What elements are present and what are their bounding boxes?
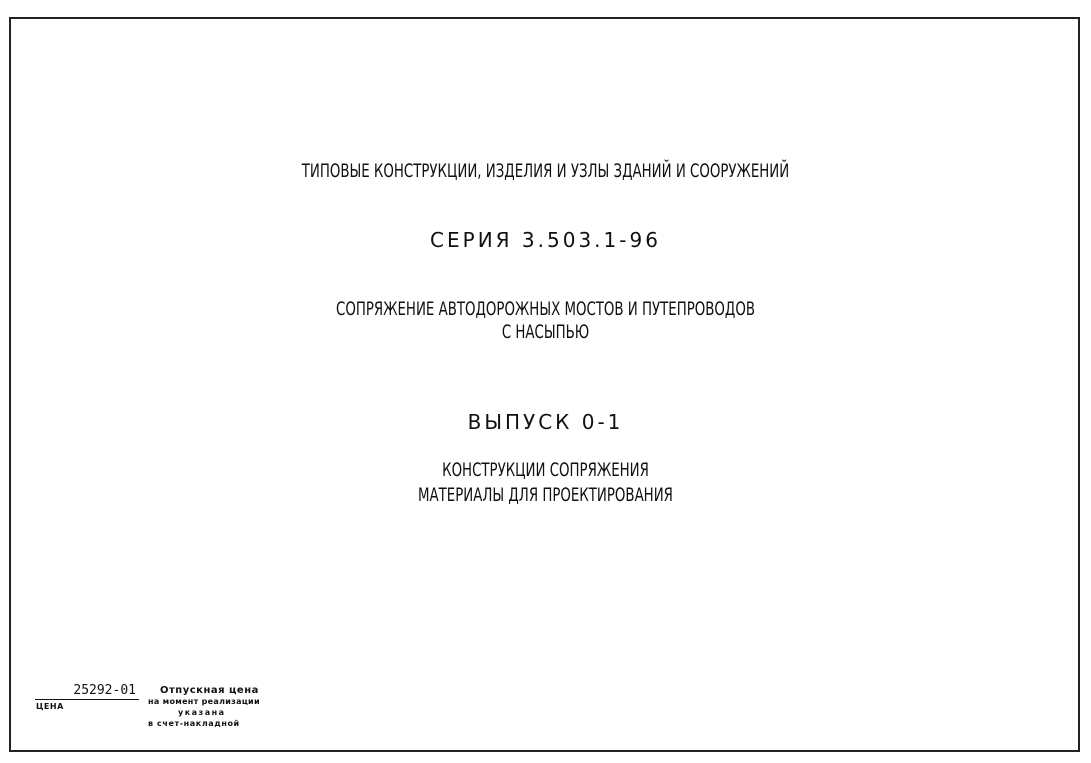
issue-number: ВЫПУСК 0-1	[467, 410, 624, 434]
subject-line-2: С НАСЫПЬЮ	[501, 321, 590, 343]
price-note-line-2: на момент реализации	[148, 697, 260, 706]
subject-line-1: СОПРЯЖЕНИЕ АВТОДОРОЖНЫХ МОСТОВ И ПУТЕПРОВОДОВ	[336, 298, 755, 320]
document-title: ТИПОВЫЕ КОНСТРУКЦИИ, ИЗДЕЛИЯ И УЗЛЫ ЗДАНИЙ И СООРУЖЕНИЙ	[301, 160, 790, 182]
drawing-frame	[9, 17, 1080, 752]
price-code: 25292-01	[35, 683, 139, 700]
part-line-2: МАТЕРИАЛЫ ДЛЯ ПРОЕКТИРОВАНИЯ	[418, 484, 673, 506]
price-note-line-4: в счет-накладной	[148, 719, 240, 728]
price-note-line-3: указана	[178, 708, 226, 717]
price-note-line-1: Отпускная цена	[160, 685, 259, 696]
series-number: СЕРИЯ 3.503.1-96	[430, 228, 661, 252]
price-note	[148, 685, 260, 729]
price-label: ЦЕНА	[36, 702, 64, 711]
part-line-1: КОНСТРУКЦИИ СОПРЯЖЕНИЯ	[442, 459, 649, 481]
